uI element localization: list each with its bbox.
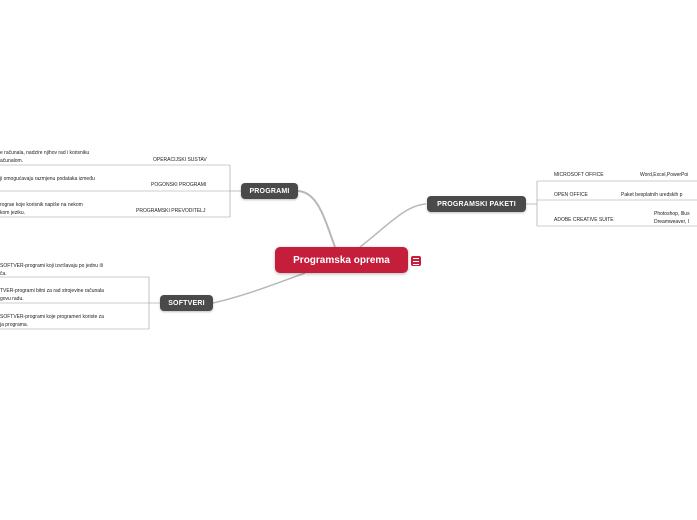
topic-programi[interactable] [241,183,298,199]
central-topic-label: Programska oprema [293,254,390,266]
central-topic[interactable] [275,247,408,273]
connector-central-paketi [360,204,426,247]
programi-item-2-label[interactable]: POGONSKI PROGRAMI [151,182,207,188]
paketi-item-3-label[interactable]: ADOBE CREATIVE SUITE [554,217,614,223]
paketi-item-1-desc: Word,Excel,PowerPoi [640,172,689,178]
softveri-item-2-desc: TVER-programi bitni za rad strojevine računala govu radu. [0,288,104,302]
paketi-item-2-desc: Paket besplatnih uredskih p [621,192,683,198]
paketi-item-3-desc: Photoshop, Illus Dreamweaver, I [654,211,690,225]
programi-item-1-label[interactable]: OPERACIJSKI SUSTAV [153,157,207,163]
topic-programski-paketi-label: PROGRAMSKI PAKETI [437,200,516,208]
connector-central-softveri [213,273,305,303]
programi-item-2-desc: ji omogućavaju razmjenu podataka između [0,176,95,182]
paketi-item-1-label[interactable]: MICROSOFT OFFICE [554,172,604,178]
softveri-item-1-desc: SOFTVER-programi koji izvršavaju po jednu ili ča. [0,263,103,277]
topic-programi-label: PROGRAMI [249,187,290,195]
connector-central-programi [298,191,335,247]
topic-programski-paketi[interactable] [427,196,526,212]
programi-item-3-label[interactable]: PROGRAMSKI PREVODITELJ [136,208,206,214]
programi-item-1-desc: e računala, nadzire njihov rad i korisniku ačunalom. [0,150,90,164]
softveri-item-3-desc: SOFTVER-programi koje programeri koriste za ja programa. [0,314,104,328]
programi-item-3-desc: rograe koje korisnik napiše na nekom kom jeziku. [0,202,83,216]
paketi-item-2-label[interactable]: OPEN OFFICE [554,192,588,198]
topic-softveri-label: SOFTVERI [168,299,205,307]
topic-softveri[interactable] [160,295,213,311]
note-icon[interactable] [411,256,421,266]
